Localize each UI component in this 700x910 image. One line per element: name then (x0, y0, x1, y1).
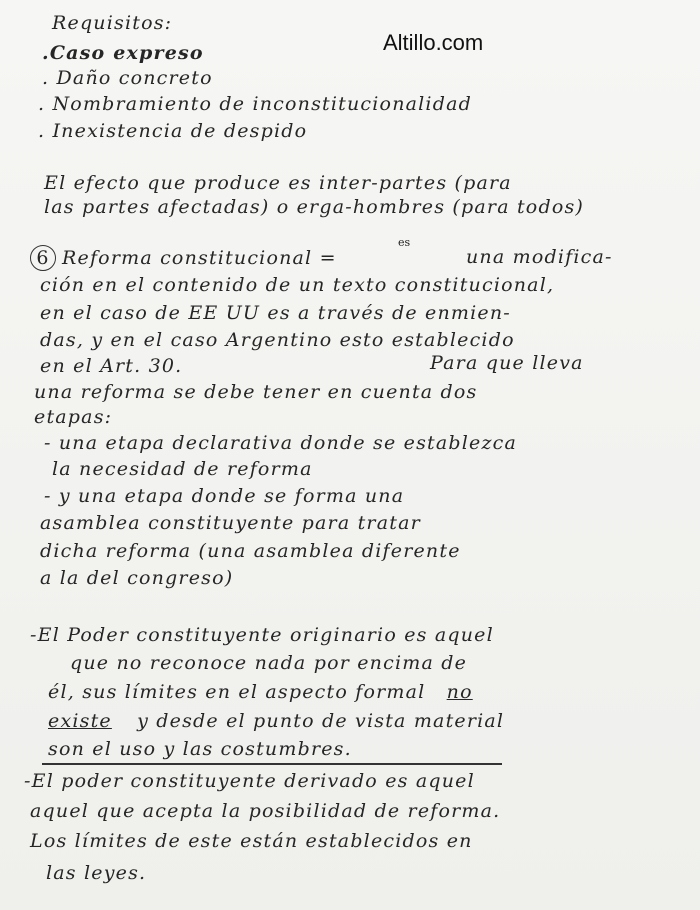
text-line: asamblea constituyente para tratar (40, 512, 421, 534)
text-line: una modifica- (466, 246, 613, 268)
underline-rule (42, 763, 502, 765)
text-line: en el Art. 30. (40, 355, 183, 377)
text-line: El efecto que produce es inter-partes (para (44, 172, 512, 194)
underlined-word: existe (48, 710, 112, 732)
text-line: dicha reforma (una asamblea diferente (40, 540, 461, 562)
list-item: . Inexistencia de despido (38, 120, 308, 142)
text-line: en el caso de EE UU es a través de enmien- (40, 302, 511, 324)
text-line (48, 710, 504, 732)
list-item: .Caso expreso (42, 42, 204, 64)
text-segment: él, sus límites en el aspecto formal (48, 681, 426, 703)
inserted-word: es (398, 236, 411, 249)
text-line: aquel que acepta la posibilidad de reforma. (30, 800, 501, 822)
text-line: -El poder constituyente derivado es aquel (24, 770, 475, 792)
section-heading (30, 245, 337, 271)
text-line: ción en el contenido de un texto constitucional, (40, 274, 555, 296)
text-line: la necesidad de reforma (52, 458, 313, 480)
section-number: 6 (30, 245, 56, 271)
list-item: . Nombramiento de inconstitucionalidad (38, 93, 472, 115)
list-item: . Daño concreto (42, 67, 213, 89)
text-line: -El Poder constituyente originario es aquel (30, 624, 494, 646)
text-line: las partes afectadas) o erga-hombres (para todos) (44, 196, 585, 218)
list-item: - una etapa declarativa donde se establezca (44, 432, 518, 454)
watermark-text: Altillo.com (383, 30, 484, 55)
text-segment: y desde el punto de vista material (137, 710, 505, 732)
text-line: que no reconoce nada por encima de (70, 652, 468, 674)
text-line: una reforma se debe tener en cuenta dos (34, 381, 478, 403)
text-line: das, y en el caso Argentino esto establecido (40, 329, 515, 351)
text-line: Para que lleva (430, 352, 584, 374)
text-line: Los límites de este están establecidos en (30, 830, 473, 852)
list-item: - y una etapa donde se forma una (44, 485, 405, 507)
text-line: etapas: (34, 406, 113, 428)
text-line: son el uso y las costumbres. (48, 738, 352, 760)
text-line: las leyes. (46, 862, 147, 884)
heading-requisitos: Requisitos: (52, 12, 173, 34)
text-line: a la del congreso) (40, 567, 234, 589)
section-title: Reforma constitucional = (62, 247, 337, 269)
underlined-word: no (446, 681, 473, 703)
text-line (48, 681, 473, 703)
